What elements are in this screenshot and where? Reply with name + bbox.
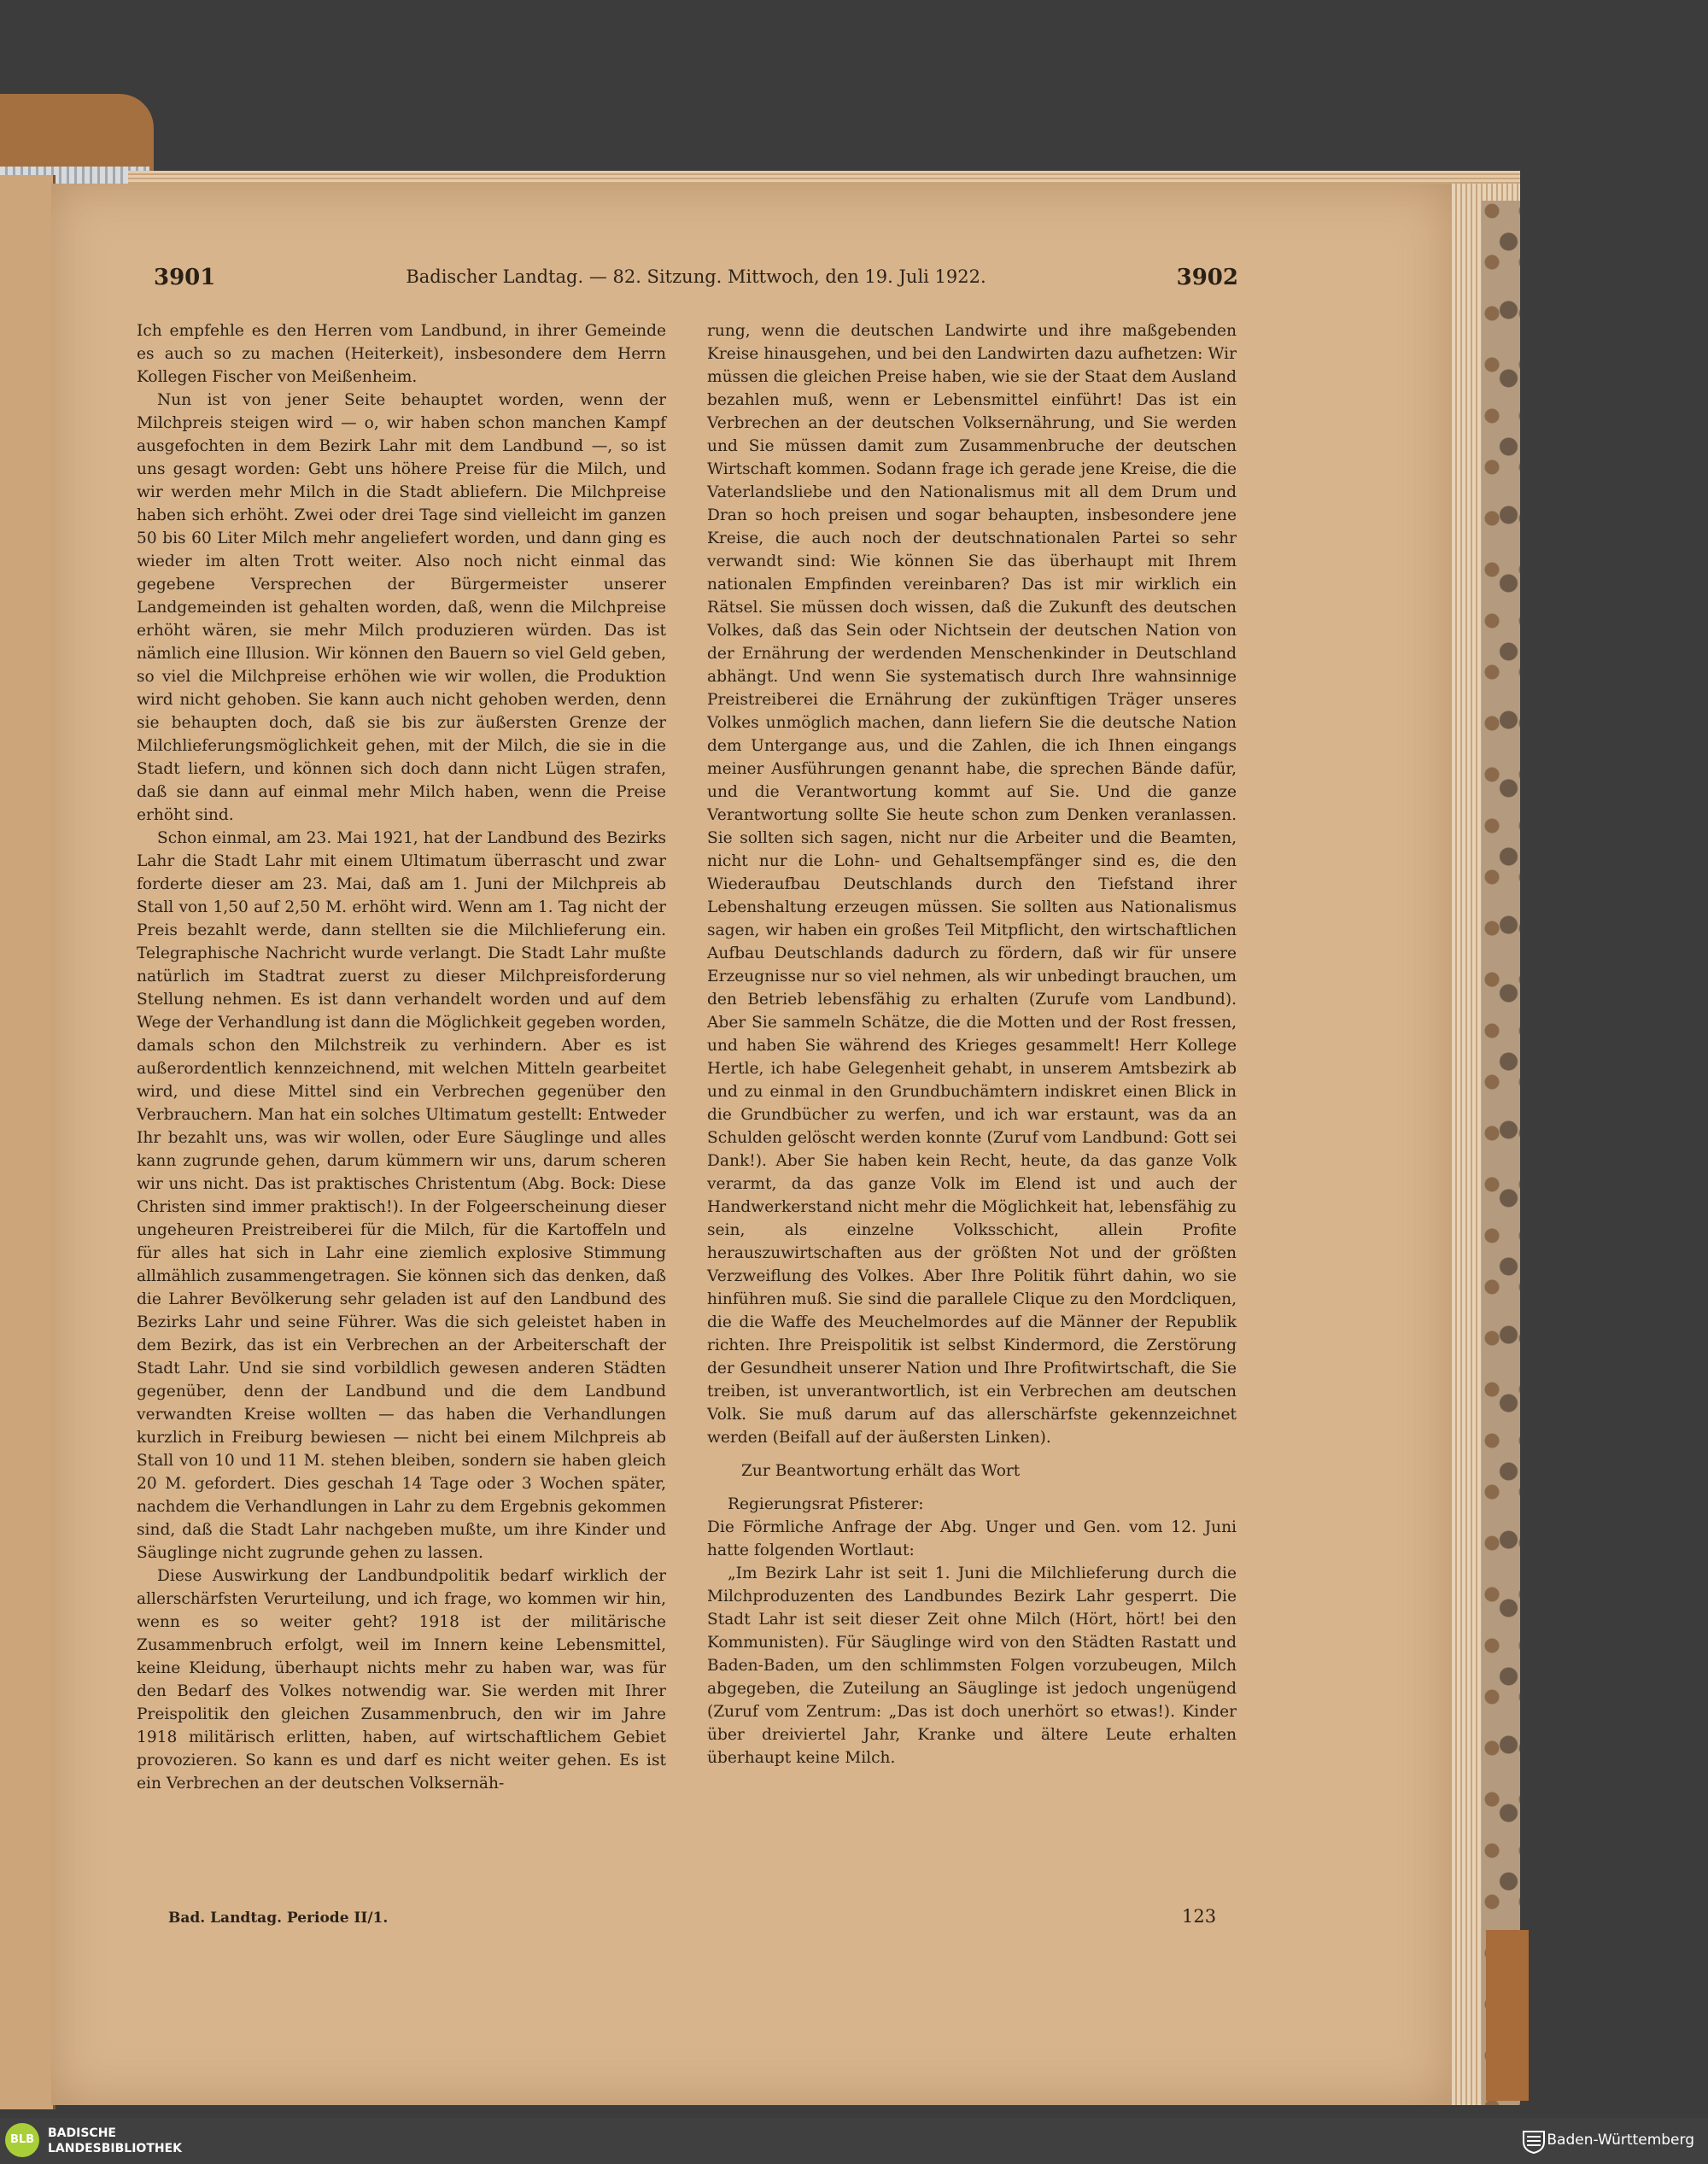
viewer-bottom-bar (0, 2118, 1708, 2164)
paragraph: Ich empfehle es den Herren vom Landbund, in ihrer Gemeinde es auch so zu machen (Heiterkeit), insbesondere dem Herrn Kollegen Fischer von Meißenheim. (137, 322, 666, 386)
paragraph: Die Förmliche Anfrage der Abg. Unger und Gen. vom 12. Juni hatte folgenden Wortlaut: (707, 1518, 1237, 1559)
right-column (707, 319, 1237, 1769)
paragraph: Nun ist von jener Seite behauptet worden, wenn der Milchpreis steigen wird — o, wir haben schon manchen Kampf ausgefochten in dem Bezirk Lahr mit dem Landbund —, so ist uns gesagt worden: Gebt uns höhere Preise für die Milch, und wir werden mehr Milch in die Stadt abliefern. Die Milchpreise haben sich erhöht. Zwei oder drei Tage sind vielleicht im ganzen 50 bis 60 Liter Milch mehr angeliefert worden, und dann ging es wieder im alten Trott weiter. Also noch nicht einmal das gegebene Versprechen der Bürgermeister unserer Landgemeinden ist gehalten worden, daß, wenn die Milchpreise erhöht wären, sie mehr Milch produzieren würden. Das ist nämlich eine Illusion. Wir können den Bauern so viel Geld geben, so viel die Milchpreise erhöhen wie wir wollen, die Produktion wird nicht gehoben. Sie kann auch nicht gehoben werden, denn sie behaupten doch, daß sie bis zur äußersten Grenze der Milchlieferungsmöglichkeit gehen, mit der Milch, die sie in die Stadt liefern, und können sich doch dann nicht Lügen strafen, daß sie dann auf einmal mehr Milch haben, wenn die Preise erhöht sind. (137, 391, 666, 824)
running-head: Badischer Landtag. — 82. Sitzung. Mittwoch, den 19. Juli 1922. (406, 266, 986, 287)
page-header (154, 265, 1238, 299)
library-name-line2: LANDESBIBLIOTHEK (48, 2142, 183, 2155)
paragraph-response-intro: Zur Beantwortung erhält das Wort (741, 1462, 1021, 1480)
marbled-edge (1482, 201, 1520, 2105)
footer-page-number: 123 (1182, 1906, 1217, 1927)
paragraph: Diese Auswirkung der Landbundpolitik bedarf wirklich der allerschärfsten Verurteilung, und ich frage, wo kommen wir hin, wenn es so weiter geht? 1918 ist der militärische Zusammenbruch erfolgt, weil im Innern keine Lebensmittel, keine Kleidung, überhaupt nichts mehr zu haben war, was für den Bedarf des Volkes notwendig war. Sie werden mit Ihrer Preispolitik den gleichen Zusammenbruch, den wir im Jahre 1918 militärisch erlitten, haben, auf wirtschaftlichem Gebiet provozieren. So kann es und darf es nicht weiter gehen. Es ist ein Verbrechen an der deutschen Volksernäh- (137, 1567, 666, 1793)
library-name-line1: BADISCHE (48, 2126, 116, 2140)
library-name[interactable] (48, 2126, 182, 2156)
page-number-right: 3902 (1176, 265, 1238, 290)
paragraph: Schon einmal, am 23. Mai 1921, hat der Landbund des Bezirks Lahr die Stadt Lahr mit einem Ultimatum überrascht und zwar forderte dieser am 23. Mai, daß am 1. Juni der Milchpreis ab Stall von 1,50 auf 2,50 M. erhöht wird. Wenn am 1. Tag nicht der Preis bezahlt werde, dann stellten sie die Milchlieferung ein. Telegraphische Nachricht wurde verlangt. Die Stadt Lahr mußte natürlich im Stadtrat zuerst zu dieser Milchpreisforderung Stellung nehmen. Es ist dann verhandelt worden und auf dem Wege der Verhandlung ist dann die Möglichkeit gegeben worden, damals schon den Milchstreik zu verhindern. Aber es ist außerordentlich kennzeichnend, mit welchen Mitteln gearbeitet wird, und diese Mittel sind ein Verbrechen gegenüber den Verbrauchern. Man hat ein solches Ultimatum gestellt: Entweder Ihr bezahlt uns, was wir wollen, oder Eure Säuglinge und alles kann zugrunde gehen, darum kümmern wir uns, darum scheren wir uns nicht. Das ist praktisches Christentum (Abg. Bock: Diese Christen sind immer praktisch!). In der Folgeerscheinung dieser ungeheuren Preistreiberei für die Milch, für die Kartoffeln und für alles hat sich in Lahr eine ziemlich explosive Stimmung allmählich zusammengetragen. Sie können sich das denken, daß die Lahrer Bevölkerung sehr geladen ist auf den Landbund des Bezirks Lahr und seine Führer. Was die sich geleistet haben in dem Bezirk, das ist ein Verbrechen an der Arbeiterschaft der Stadt Lahr. Und sie sind vorbildlich gewesen anderen Städten gegenüber, denn der Landbund und die dem Landbund verwandten Kreise wollten — das haben die Verhandlungen kurzlich in Freiburg bewiesen — nicht bei einem Milchpreis ab Stall von 10 und 11 M. stehen bleiben, sondern sie haben gleich 20 M. gefordert. Dies geschah 14 Tage oder 3 Wochen später, nachdem die Verhandlungen in Lahr zu dem Ergebnis gekommen sind, daß die Stadt Lahr nachgeben mußte, um ihre Kinder und Säuglinge nicht zugrunde gehen zu lassen. (137, 829, 666, 1562)
left-column (137, 319, 666, 1795)
state-coat-of-arms-icon[interactable] (1522, 2128, 1546, 2154)
speaker-heading: Regierungsrat Pfisterer: (728, 1495, 924, 1513)
right-leather-corner (1486, 1930, 1529, 2101)
paragraph: rung, wenn die deutschen Landwirte und ihre maßgebenden Kreise hinausgehen, und bei den Landwirten dazu aufhetzen: Wir müssen die gleichen Preise haben, wie sie der Staat dem Ausland bezahlen muß, wenn er Lebensmittel einführt! Das ist ein Verbrechen an der deutschen Volksernährung, und Sie werden und Sie müssen damit zum Zusammenbruche der deutschen Wirtschaft kommen. Sodann frage ich gerade jene Kreise, die die Vaterlandsliebe und den Nationalismus mit all dem Drum und Dran so hoch preisen und sogar behaupten, insbesondere jene Kreise, die auch noch der deutschnationalen Partei so sehr verwandt sind: Wie können Sie das überhaupt mit Ihrem nationalen Empfinden vereinbaren? Das ist mir wirklich ein Rätsel. Sie müssen doch wissen, daß die Zukunft des deutschen Volkes, daß das Sein oder Nichtsein der deutschen Nation von der Ernährung der werdenden Menschenkinder in Deutschland abhängt. Und wenn Sie systematisch durch Ihre wahnsinnige Preistreiberei die Ernährung der zukünftigen Träger unseres Volkes unmöglich machen, dann liefern Sie die deutsche Nation dem Untergange aus, und die Zahlen, die ich Ihnen eingangs meiner Ausführungen genannt habe, die sprechen Bände dafür, und die Verantwortung kommt auf Sie. Und die ganze Verantwortung sollte Sie heute schon zum Denken veranlassen. Sie sollten sich sagen, nicht nur die Arbeiter und die Beamten, nicht nur die Lohn- und Gehaltsempfänger sind es, die den Wiederaufbau Deutschlands durch den Tiefstand ihrer Lebenshaltung erzeugen müssen. Sie sollten aus Nationalismus sagen, wir haben ein großes Teil Mitpflicht, den wirtschaftlichen Aufbau Deutschlands dadurch zu fördern, daß wir für unsere Erzeugnisse nur so viel nehmen, als wir unbedingt brauchen, um den Betrieb lebensfähig zu erhalten (Zurufe vom Landbund). Aber Sie sammeln Schätze, die die Motten und der Rost fressen, und haben Sie während des Krieges gesammelt! Herr Kollege Hertle, ich habe Gelegenheit gehabt, in unserem Amtsbezirk ab und zu einmal in den Grundbuchämtern indiskret einen Blick in die Grundbücher zu werfen, und ich war erstaunt, was da an Schulden gelöscht werden konnte (Zuruf vom Landbund: Gott sei Dank!). Aber Sie haben kein Recht, heute, da das ganze Volk verarmt, da das ganze Volk im Elend ist und auch der Handwerkerstand nicht mehr die Möglichkeit hat, lebensfähig zu sein, als einzelne Volksschicht, allein Profite herauszuwirtschaften aus der größten Not und der größten Verzweiflung des Volkes. Aber Ihre Politik führt dahin, wo sie hinführen muß. Sie sind die parallele Clique zu den Mordcliquen, die die Waffe des Meuchelmordes auf die Männer der Republik richten. Ihre Preispolitik ist selbst Kindermord, die Zerstörung der Gesundheit unserer Nation und Ihre Profitwirtschaft, die Sie treiben, ist unverantwortlich, ist ein Verbrechen am deutschen Volk. Sie muß darum auf das allerschärfste gekennzeichnet werden (Beifall auf der äußersten Linken). (707, 322, 1237, 1447)
quoted-paragraph: „Im Bezirk Lahr ist seit 1. Juni die Milchlieferung durch die Milchproduzenten des Landbundes Bezirk Lahr gesperrt. Die Stadt Lahr ist seit dieser Zeit ohne Milch (Hört, hört! bei den Kommunisten). Für Säuglinge wird von den Städten Rastatt und Baden-Baden, um den schlimmsten Folgen vorzubeugen, Milch abgegeben, die Zuteilung an Säuglinge ist jedoch ungenügend (Zuruf vom Zentrum: „Das ist doch unerhört so etwas!). Kinder über dreiviertel Jahr, Kranke und ältere Leute erhalten überhaupt keine Milch. (707, 1565, 1237, 1767)
footer-signature: Bad. Landtag. Periode II/1. (168, 1910, 389, 1927)
left-page-edge (0, 175, 56, 2109)
blb-logo-icon[interactable]: BLB (5, 2123, 39, 2157)
page-number-left: 3901 (154, 265, 216, 290)
state-label[interactable]: Baden-Württemberg (1547, 2132, 1694, 2149)
